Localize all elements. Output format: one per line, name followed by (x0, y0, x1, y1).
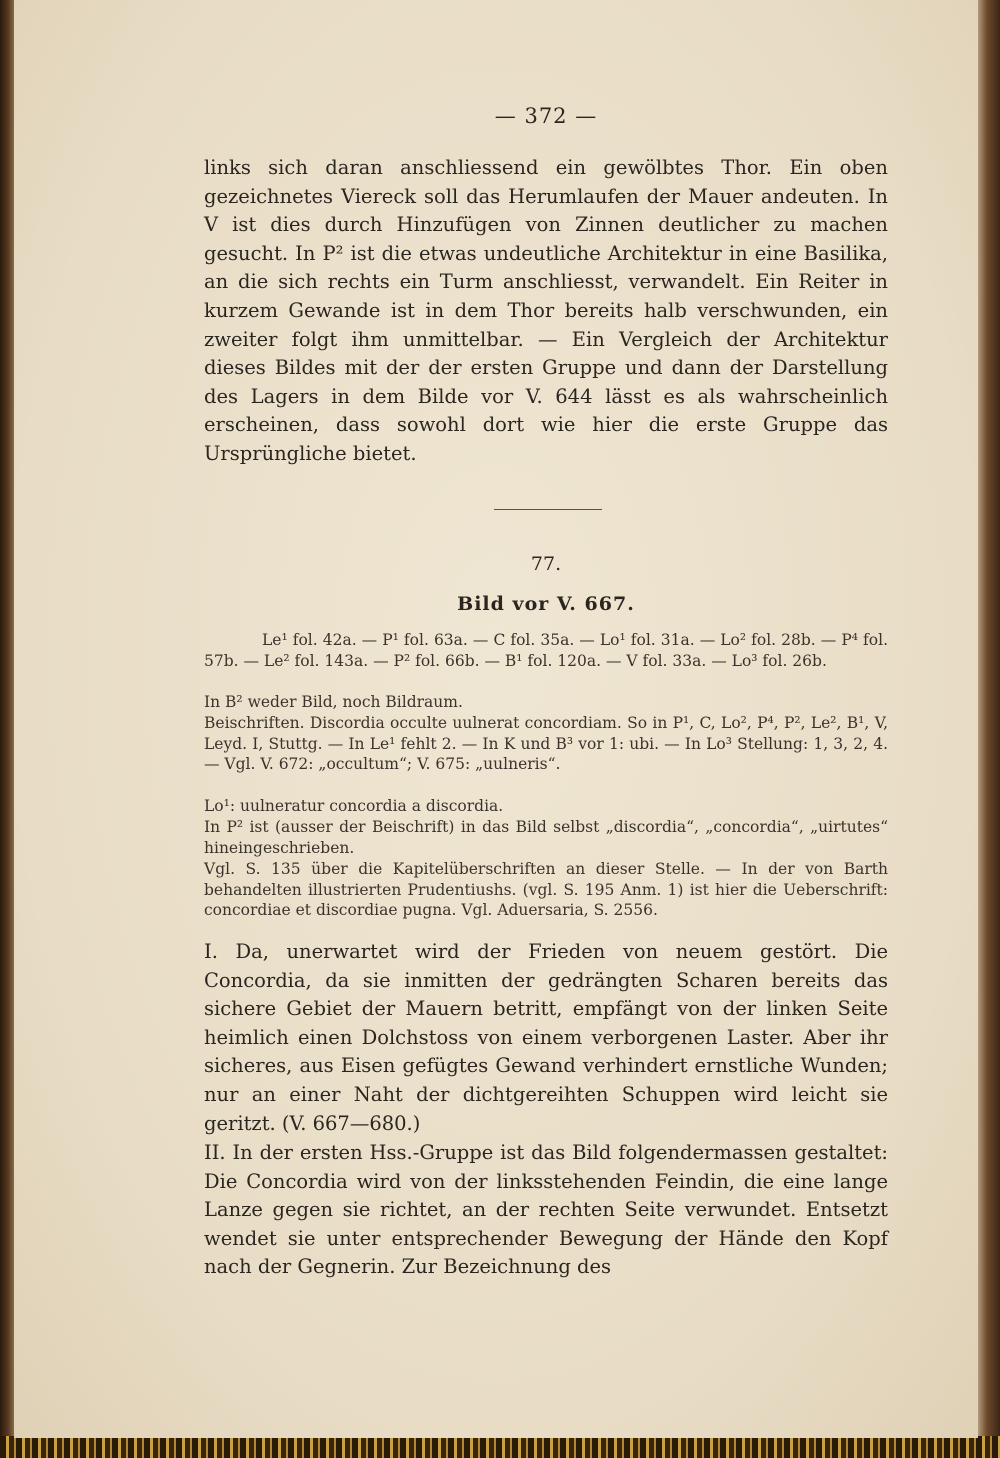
book-binding-right (978, 0, 1000, 1458)
page-number: — 372 — (494, 104, 598, 128)
b2-note: In B² weder Bild, noch Bildraum. (204, 693, 463, 711)
section-number: 77. (530, 553, 562, 575)
lo1-note: Lo¹: uulneratur concordia a discordia. (204, 797, 504, 815)
opening-paragraph: links sich daran anschliessend ein gewölbtes Thor. Ein oben gezeichnetes Viereck soll das Herumlaufen der Mauer andeuten. In V ist dies durch Hinzufügen von Zinnen deutlicher zu machen gesucht. In P² ist die etwas undeutliche Architektur in eine Basilika, an die sich rechts ein Turm anschliesst, verwandelt. Ein Reiter in kurzem Gewande ist in dem Thor bereits halb verschwunden, ein zweiter folgt ihm unmittelbar. — Ein Vergleich der Architektur dieses Bildes mit der der ersten Gruppe und dann der Darstellung des Lagers in dem Bilde vor V. 644 lässt es als wahrscheinlich erscheinen, dass sowohl dort wie hier die erste Gruppe das Ursprüngliche bietet. (204, 156, 888, 465)
paragraph-ii: II. In der ersten Hss.-Gruppe ist das Bild folgendermassen gestaltet: Die Concordia wird von der linksstehenden Feindin, die eine lange Lanze gegen sie richtet, an der rechten Seite verwundet. Entsetzt wendet sie unter entsprechender Bewegung der Hände den Kopf nach der Gegnerin. Zur Bezeichnung des (204, 1141, 888, 1279)
marbled-page-edge (0, 1436, 1000, 1458)
beischriften-note: Beischriften. Discordia occulte uulnerat concordiam. So in P¹, C, Lo², P⁴, P², Le², B¹, V, Leyd. I, Stuttg. — In Le¹ fehlt 2. — In K und B³ vor 1: ubi. — In Lo³ Stellung: 1, 3, 2, 4. — Vgl. V. 672: „occultum“; V. 675: „uulneris“. (204, 714, 888, 774)
book-page (14, 0, 978, 1438)
p2-note: In P² ist (ausser der Beischrift) in das Bild selbst „discordia“, „concordia“, „uirtutes“ hineingeschrieben. (204, 818, 888, 857)
section-title: Bild vor V. 667. (457, 593, 635, 615)
paragraph-i: I. Da, unerwartet wird der Frieden von neuem gestört. Die Concordia, da sie inmitten der gedrängten Scharen bereits das sichere Gebiet der Mauern betritt, empfängt von der linken Seite heimlich einen Dolchstoss von einem verborgenen Laster. Aber ihr sicheres, aus Eisen gefügtes Gewand verhindert ernstliche Wunden; nur an einer Naht der dichtgereihten Schuppen wird leicht sie geritzt. (V. 667—680.) (204, 940, 888, 1135)
vgl-note: Vgl. S. 135 über die Kapitelüberschriften an dieser Stelle. — In der von Barth behandelten illustrierten Prudentiushs. (vgl. S. 195 Anm. 1) ist hier die Ueberschrift: concordiae et discordiae pugna. Vgl. Aduersaria, S. 2556. (204, 860, 888, 920)
manuscript-references: Le¹ fol. 42a. — P¹ fol. 63a. — C fol. 35a. — Lo¹ fol. 31a. — Lo² fol. 28b. — P⁴ fol. 57b. — Le² fol. 143a. — P² fol. 66b. — B¹ fol. 120a. — V fol. 33a. — Lo³ fol. 26b. (204, 631, 888, 670)
section-divider (494, 509, 602, 510)
book-binding-left (0, 0, 14, 1458)
